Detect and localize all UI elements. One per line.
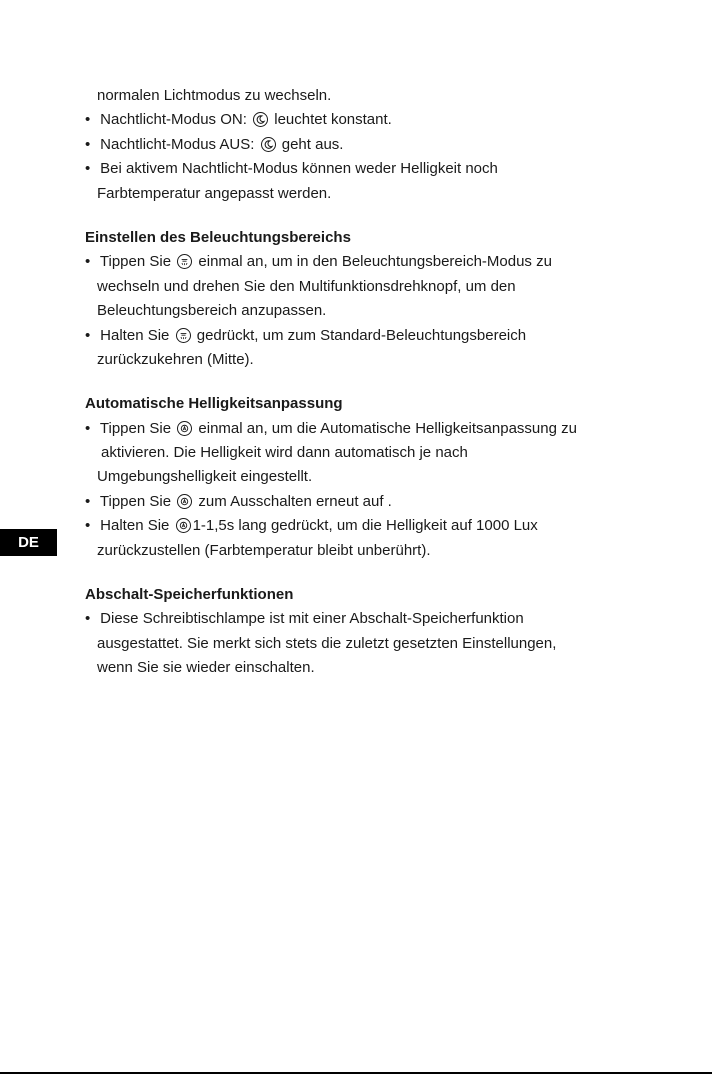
list-item-text: Halten Sie	[100, 326, 170, 344]
text-line: Umgebungshelligkeit eingestellt.	[97, 468, 313, 486]
list-item	[85, 108, 645, 132]
auto-brightness-icon	[177, 421, 192, 436]
list-item-text: Tippen Sie	[99, 492, 172, 510]
list-item	[85, 324, 645, 348]
section-heading: Abschalt-Speicherfunktionen	[85, 586, 294, 604]
list-item-text: 1-1,5s lang gedrückt, um die Helligkeit auf 1000 Lux	[192, 517, 538, 535]
moon-icon	[253, 112, 268, 127]
text-line: Farbtemperatur angepasst werden.	[97, 184, 332, 202]
list-item-text: Diese Schreibtischlampe ist mit einer Abschalt-Speicherfunktion	[100, 610, 524, 628]
list-item-text: Bei aktivem Nachtlicht-Modus können weder Helligkeit noch	[100, 160, 498, 178]
auto-brightness-icon	[177, 494, 192, 509]
list-item-text: Tippen Sie	[99, 253, 172, 271]
text-line: aktivieren. Die Helligkeit wird dann automatisch je nach	[101, 444, 468, 462]
list-item	[85, 250, 645, 274]
list-item-text: Tippen Sie	[99, 419, 172, 437]
auto-brightness-icon	[176, 518, 191, 533]
list-item	[85, 133, 645, 157]
list-item	[85, 514, 645, 538]
text-line: zurückzustellen (Farbtemperatur bleibt unberührt).	[97, 541, 431, 559]
list-item-text: einmal an, um die Automatische Helligkeitsanpassung zu	[198, 419, 577, 437]
bottom-divider	[0, 1072, 712, 1074]
list-item	[85, 157, 645, 181]
list-item-text: gedrückt, um zum Standard-Beleuchtungsbereich	[196, 326, 527, 344]
language-tab: DE	[0, 529, 57, 556]
list-item-text: leuchtet konstant.	[274, 111, 392, 129]
list-item	[85, 490, 645, 514]
list-item-text: Halten Sie	[100, 517, 170, 535]
list-item	[85, 607, 645, 631]
text-line: normalen Lichtmodus zu wechseln.	[97, 87, 332, 104]
text-line: wechseln und drehen Sie den Multifunktionsdrehknopf, um den	[97, 277, 516, 295]
section-heading: Einstellen des Beleuchtungsbereichs	[85, 228, 351, 246]
list-item-text: geht aus.	[281, 135, 344, 153]
moon-icon	[261, 137, 276, 152]
list-item-text: zum Ausschalten erneut auf .	[198, 492, 392, 510]
page-content	[85, 84, 645, 681]
text-line: Beleuchtungsbereich anzupassen.	[97, 302, 327, 320]
text-line: wenn Sie sie wieder einschalten.	[97, 659, 315, 677]
light-range-icon	[177, 254, 192, 269]
list-item-text: Nachtlicht-Modus AUS:	[100, 135, 255, 153]
list-item	[85, 417, 645, 441]
text-line: zurückzukehren (Mitte).	[97, 350, 254, 368]
light-range-icon	[176, 328, 191, 343]
list-item-text: einmal an, um in den Beleuchtungsbereich-Modus zu	[198, 253, 552, 271]
text-line: ausgestattet. Sie merkt sich stets die zuletzt gesetzten Einstellungen,	[97, 634, 557, 652]
section-heading: Automatische Helligkeitsanpassung	[85, 395, 343, 413]
list-item-text: Nachtlicht-Modus ON:	[100, 111, 247, 129]
